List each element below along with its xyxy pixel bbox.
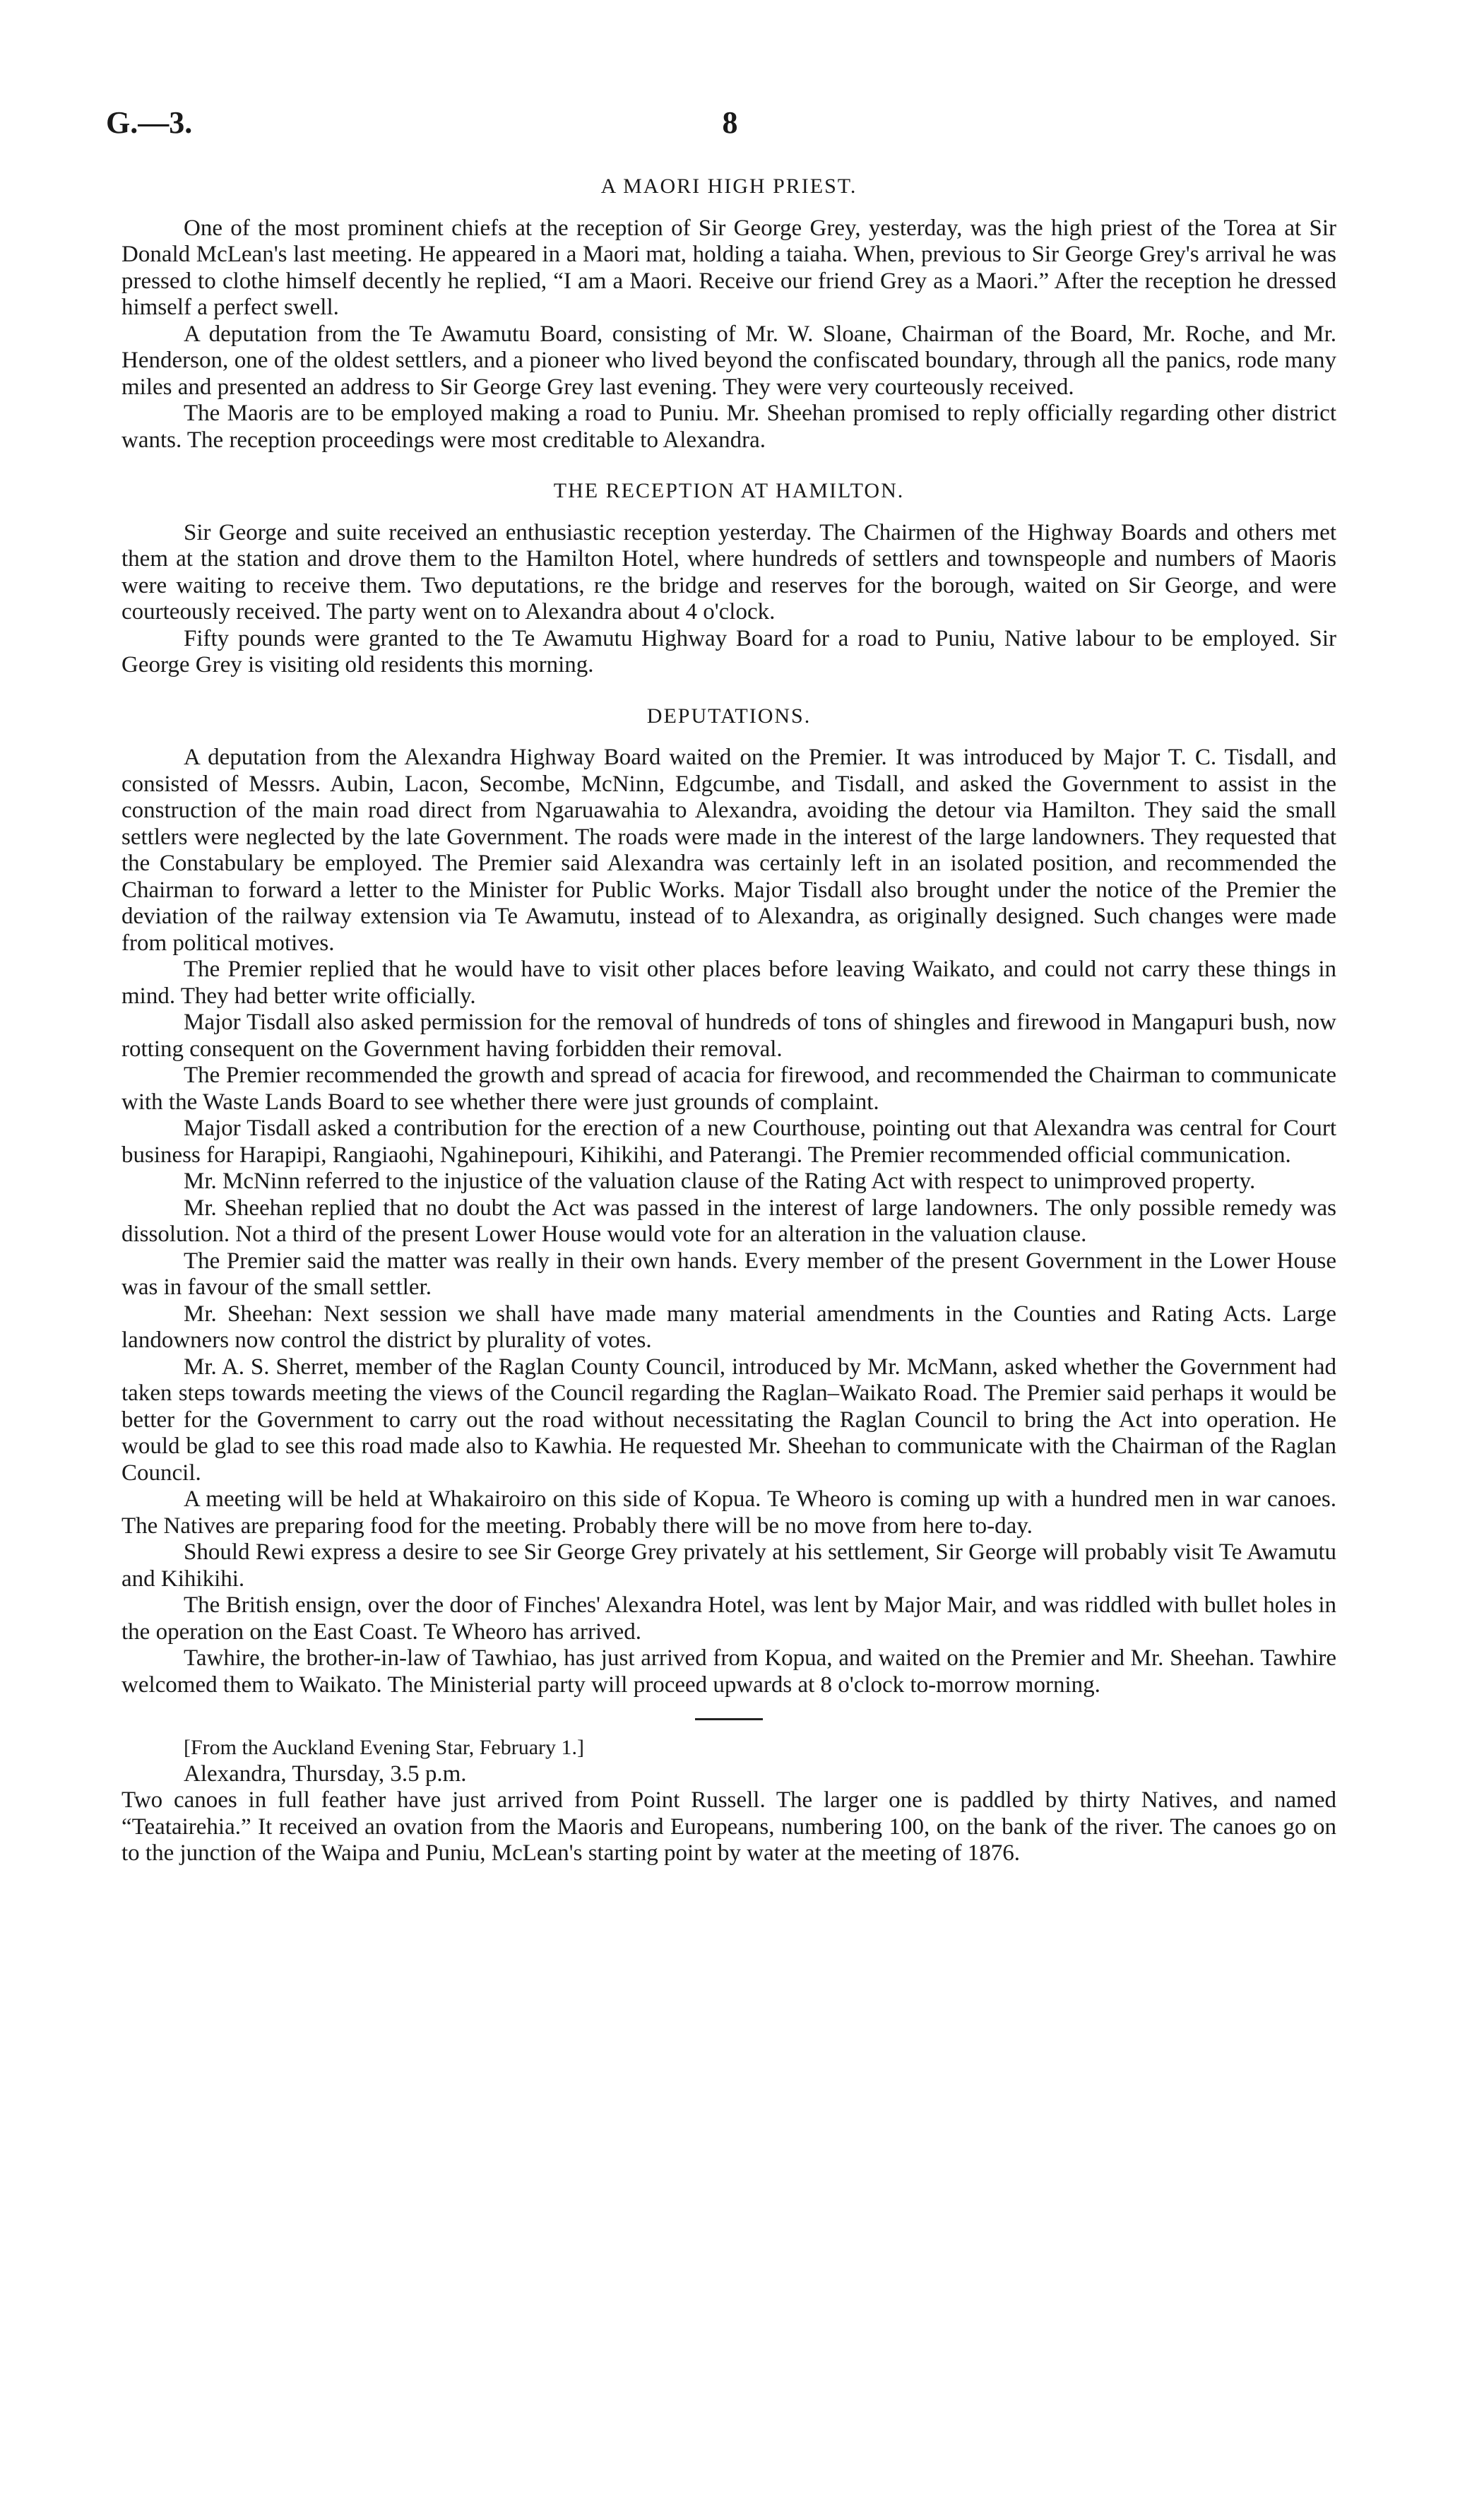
- paragraph: Major Tisdall asked a contribution for the erection of a new Courthouse, pointing out that Alexandra was central for Court business for Harapipi, Rangiaohi, Ngahinepouri, Kihikihi, and Paterangi. The Premier recommended official communication.: [121, 1116, 1336, 1168]
- paragraph: One of the most prominent chiefs at the reception of Sir George Grey, yesterday, was the high priest of the Torea at Sir Donald McLean's last meeting. He appeared in a Maori mat, holding a taiaha. When, previous to Sir George Grey's arrival he was pressed to clothe himself decently he replied, “I am a Maori. Receive our friend Grey as a Maori.” After the reception he dressed himself a perfect swell.: [121, 215, 1336, 320]
- page-header: [106, 105, 1354, 147]
- paragraph: The Premier said the matter was really in their own hands. Every member of the present Government in the Lower House was in favour of the small settler.: [121, 1248, 1336, 1300]
- section-divider: [695, 1718, 763, 1720]
- paragraph: Tawhire, the brother-in-law of Tawhiao, has just arrived from Kopua, and waited on the Premier and Mr. Sheehan. Tawhire welcomed them to Waikato. The Ministerial party will proceed upwards at 8 o'clock to-morrow morning.: [121, 1645, 1336, 1698]
- article-body: [121, 173, 1336, 1867]
- paragraph: Fifty pounds were granted to the Te Awamutu Highway Board for a road to Puniu, Native labour to be employed. Sir George Grey is visiting old residents this morning.: [121, 625, 1336, 678]
- section-heading-deputations: DEPUTATIONS.: [646, 704, 812, 728]
- paragraph: Sir George and suite received an enthusiastic reception yesterday. The Chairmen of the Highway Boards and others met them at the station and drove them to the Hamilton Hotel, where hundreds of settlers and townspeople and numbers of Maoris were waiting to receive them. Two deputations, re the bridge and reserves for the borough, waited on Sir George, and were courteously received. The party went on to Alexandra about 4 o'clock.: [121, 519, 1336, 625]
- paragraph: A deputation from the Te Awamutu Board, consisting of Mr. W. Sloane, Chairman of the Board, Mr. Roche, and Mr. Henderson, one of the oldest settlers, and a pioneer who lived beyond the confiscated boundary, through all the panics, rode many miles and presented an address to Sir George Grey last evening. They were very courteously received.: [121, 321, 1336, 400]
- paragraph: Mr. Sheehan: Next session we shall have made many material amendments in the Counties and Rating Acts. Large landowners now control the district by plurality of votes.: [121, 1301, 1336, 1353]
- paragraph: Mr. Sheehan replied that no doubt the Act was passed in the interest of large landowners. The only possible remedy was dissolution. Not a third of the present Lower House would vote for an alteration in the valuation clause.: [121, 1195, 1336, 1247]
- page-number: 8: [722, 105, 738, 140]
- paragraph: Two canoes in full feather have just arrived from Point Russell. The larger one is paddled by thirty Natives, and named “Teatairehia.” It received an ovation from the Maoris and Europeans, numbering 100, on the bank of the river. The canoes go on to the junction of the Waipa and Puniu, McLean's starting point by water at the meeting of 1876.: [121, 1787, 1336, 1866]
- paragraph: The Maoris are to be employed making a road to Puniu. Mr. Sheehan promised to reply officially regarding other district wants. The reception proceedings were most creditable to Alexandra.: [121, 401, 1336, 453]
- page-reference: G.—3.: [106, 105, 193, 140]
- paragraph: Major Tisdall also asked permission for the removal of hundreds of tons of shingles and firewood in Mangapuri bush, now rotting consequent on the Government having forbidden their removal.: [121, 1010, 1336, 1062]
- paragraph: The Premier recommended the growth and spread of acacia for firewood, and recommended the Chairman to communicate with the Waste Lands Board to see whether there were just grounds of complaint.: [121, 1063, 1336, 1115]
- paragraph: Mr. McNinn referred to the injustice of the valuation clause of the Rating Act with respect to unimproved property.: [184, 1169, 1256, 1194]
- paragraph: The Premier replied that he would have to visit other places before leaving Waikato, and could not carry these things in mind. They had better write officially.: [121, 957, 1336, 1009]
- paragraph: The British ensign, over the door of Finches' Alexandra Hotel, was lent by Major Mair, and was riddled with bullet holes in the operation on the East Coast. Te Wheoro has arrived.: [121, 1592, 1336, 1645]
- paragraph: A deputation from the Alexandra Highway Board waited on the Premier. It was introduced by Major T. C. Tisdall, and consisted of Messrs. Aubin, Lacon, Secombe, McNinn, Edgcumbe, and Tisdall, and asked the Government to assist in the construction of the main road direct from Ngaruawahia to Alexandra, avoiding the detour via Hamilton. They said the small settlers were neglected by the late Government. The roads were made in the interest of the large landowners. They requested that the Constabulary be employed. The Premier said Alexandra was certainly left in an isolated position, and recommended the Chairman to forward a letter to the Minister for Public Works. Major Tisdall also brought under the notice of the Premier the deviation of the railway extension via Te Awamutu, instead of to Alexandra, as originally designed. Such changes were made from political motives.: [121, 745, 1336, 956]
- source-attribution: [From the Auckland Evening Star, February 1.]: [184, 1736, 585, 1759]
- paragraph: Mr. A. S. Sherret, member of the Raglan County Council, introduced by Mr. McMann, asked whether the Government had taken steps towards meeting the views of the Council regarding the Raglan–Waikato Road. The Premier said perhaps it would be better for the Government to carry out the road without necessitating the Raglan Council to bring the Act into operation. He would be glad to see this road made also to Kawhia. He requested Mr. Sheehan to communicate with the Chairman of the Raglan Council.: [121, 1354, 1336, 1486]
- paragraph: A meeting will be held at Whakairoiro on this side of Kopua. Te Wheoro is coming up with a hundred men in war canoes. The Natives are preparing food for the meeting. Probably there will be no move from here to-day.: [121, 1486, 1336, 1539]
- paragraph: Should Rewi express a desire to see Sir George Grey privately at his settlement, Sir George will probably visit Te Awamutu and Kihikihi.: [121, 1539, 1336, 1592]
- dateline: Alexandra, Thursday, 3.5 p.m.: [184, 1761, 467, 1787]
- section-heading-maori-high-priest: A MAORI HIGH PRIEST.: [600, 174, 857, 198]
- section-heading-reception-hamilton: THE RECEPTION AT HAMILTON.: [553, 479, 905, 502]
